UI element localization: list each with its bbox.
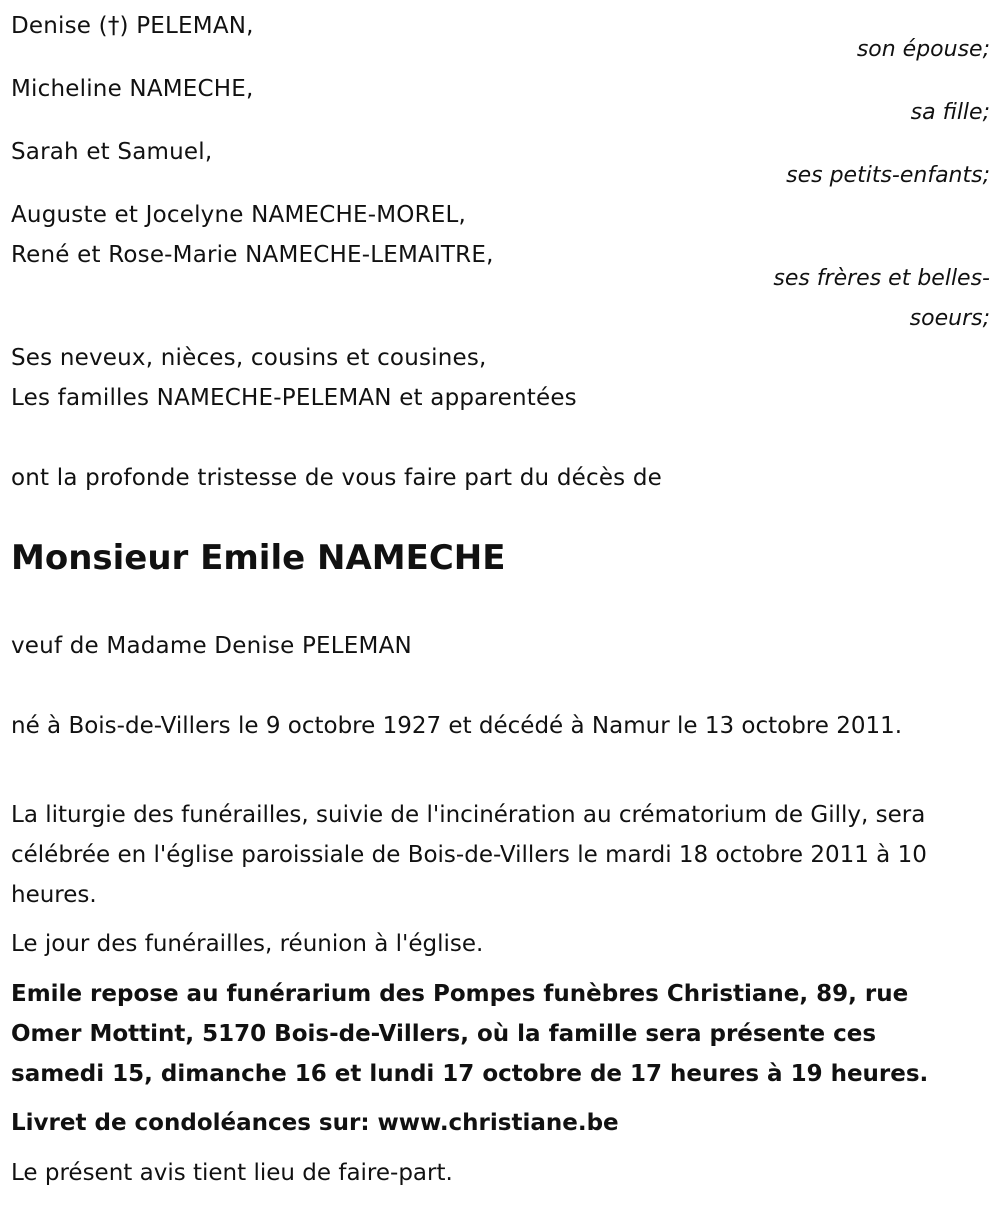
family-name-families: Les familles NAMECHE-PELEMAN et apparentées <box>11 385 577 411</box>
liturgy-text: La liturgie des funérailles, suivie de l'incinération au crématorium de Gilly, sera célébrée en l'église paroissiale de Bois-de-Villers le mardi 18 octobre 2011 à 10 heures. <box>11 802 927 908</box>
deceased-name: Monsieur Emile NAMECHE <box>11 538 506 578</box>
family-name-denise: Denise (†) PELEMAN, <box>11 13 254 39</box>
family-role-freres-1: ses frères et belles- <box>773 266 990 291</box>
notice-text: Le présent avis tient lieu de faire-part. <box>11 1160 453 1186</box>
family-role-petits-enfants: ses petits-enfants; <box>786 163 990 188</box>
family-name-nephews: Ses neveux, nièces, cousins et cousines, <box>11 345 487 371</box>
widower-text: veuf de Madame Denise PELEMAN <box>11 633 412 659</box>
family-name-grandchildren: Sarah et Samuel, <box>11 139 213 165</box>
announcement-text: ont la profonde tristesse de vous faire part du décès de <box>11 465 663 491</box>
visitation-text: Emile repose au funérarium des Pompes funèbres Christiane, 89, rue Omer Mottint, 5170 Bois-de-Villers, où la famille sera présente ces samedi 15, dimanche 16 et lundi 17 octobre de 17 heures à 19 heures. <box>11 981 929 1087</box>
family-name-micheline: Micheline NAMECHE, <box>11 76 254 102</box>
family-role-epouse: son épouse; <box>856 37 990 62</box>
family-role-freres-2: soeurs; <box>909 306 990 331</box>
family-name-rene: René et Rose-Marie NAMECHE-LEMAITRE, <box>11 242 494 268</box>
meeting-text: Le jour des funérailles, réunion à l'église. <box>11 931 484 957</box>
family-role-fille: sa fille; <box>910 100 990 125</box>
condolences-text: Livret de condoléances sur: www.christiane.be <box>11 1110 619 1136</box>
family-name-auguste: Auguste et Jocelyne NAMECHE-MOREL, <box>11 202 467 228</box>
birth-death-text: né à Bois-de-Villers le 9 octobre 1927 et décédé à Namur le 13 octobre 2011. <box>11 713 903 739</box>
